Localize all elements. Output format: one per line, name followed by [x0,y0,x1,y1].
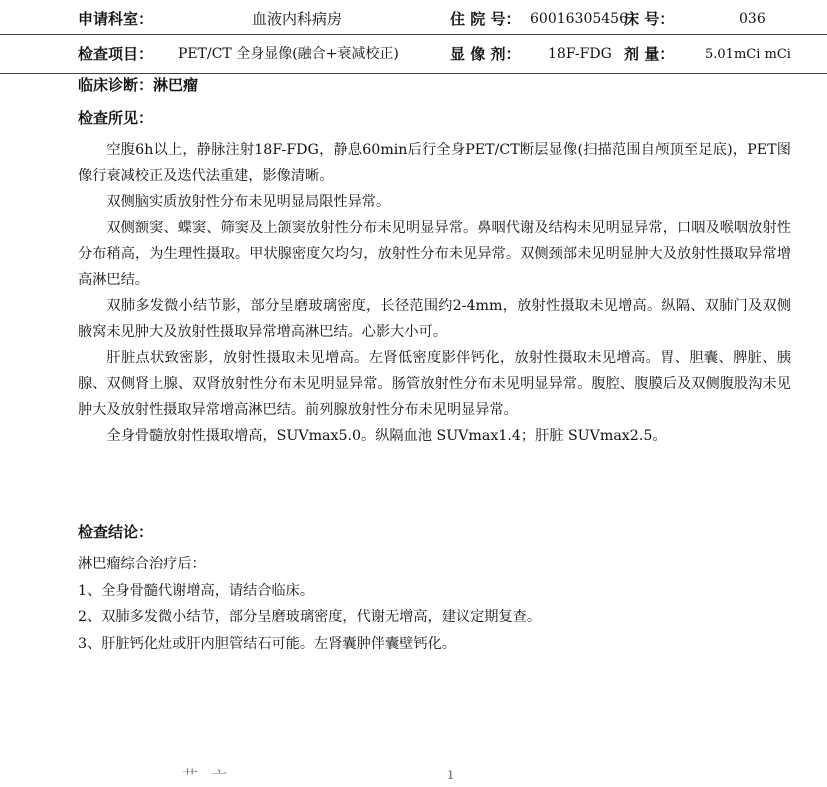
conclusion-line: 淋巴瘤综合治疗后： [78,556,206,572]
imaging-agent-value: 18F-FDG [548,46,612,62]
department-value: 血液内科病房 [252,10,343,28]
findings-body [78,137,791,449]
conclusion-title: 检查结论： [78,523,154,541]
imaging-agent-label: 显 像 剂： [450,45,521,63]
admission-number-value: 60016305456 [530,11,628,27]
bed-label: 床 号： [624,10,675,28]
findings-paragraph: 空腹6h以上，静脉注射18F-FDG，静息60min后行全身PET/CT断层显像(扫描范围自颅顶至足底)，PET图像行衰减校正及迭代法重建，影像清晰。 [78,142,791,184]
admission-number-label: 住 院 号： [450,10,521,28]
findings-paragraph: 双肺多发微小结节影，部分呈磨玻璃密度，长径范围约2-4mm，放射性摄取未见增高。纵隔、双肺门及双侧腋窝未见肿大及放射性摄取异常增高淋巴结。心影大小可。 [78,298,791,340]
clinical-diagnosis: 临床诊断：淋巴瘤 [78,76,199,94]
signature-mark-2: ı [448,764,458,783]
conclusion-body [78,551,798,657]
dose-value: 5.01mCi mCi [705,47,791,62]
findings-paragraph: 全身骨髓放射性摄取增高，SUVmax5.0。纵隔血池 SUVmax1.4；肝脏 SUVmax2.5。 [106,428,667,444]
conclusion-line: 2、双肺多发微小结节，部分呈磨玻璃密度，代谢无增高，建议定期复查。 [78,609,542,625]
conclusion-line: 1、全身骨髓代谢增高，请结合临床。 [78,582,315,599]
bed-value: 036 [739,11,766,27]
findings-paragraph: 双侧额窦、蝶窦、筛窦及上颌窦放射性分布未见明显异常。鼻咽代谢及结构未见明显异常，口咽及喉咽放射性分布稍高，为生理性摄取。甲状腺密度欠均匀，放射性分布未见异常。双侧颈部未见明显肿大及放射性摄取异常增高淋巴结。 [78,220,791,288]
exam-item-value: PET/CT 全身显像(融合+衰减校正) [178,46,399,62]
findings-paragraph: 肝脏点状致密影，放射性摄取未见增高。左肾低密度影伴钙化，放射性摄取未见增高。胃、胆囊、脾脏、胰腺、双侧肾上腺、双肾放射性分布未见明显异常。肠管放射性分布未见明显异常。腹腔、腹膜后及双侧腹股沟未见肿大及放射性摄取异常增高淋巴结。前列腺放射性分布未见明显异常。 [78,350,791,418]
dose-label: 剂 量： [624,45,675,63]
findings-paragraph: 双侧脑实质放射性分布未见明显局限性异常。 [106,194,391,210]
conclusion-line: 3、肝脏钙化灶或肝内胆管结石可能。左肾囊肿伴囊壁钙化。 [78,635,456,652]
signature-mark: 艹 亠 [182,767,232,786]
header-row-2 [0,34,827,74]
header-row-1 [0,0,827,38]
department-label: 申请科室： [78,10,154,28]
exam-item-label: 检查项目： [78,45,154,63]
findings-title: 检查所见： [78,109,154,127]
